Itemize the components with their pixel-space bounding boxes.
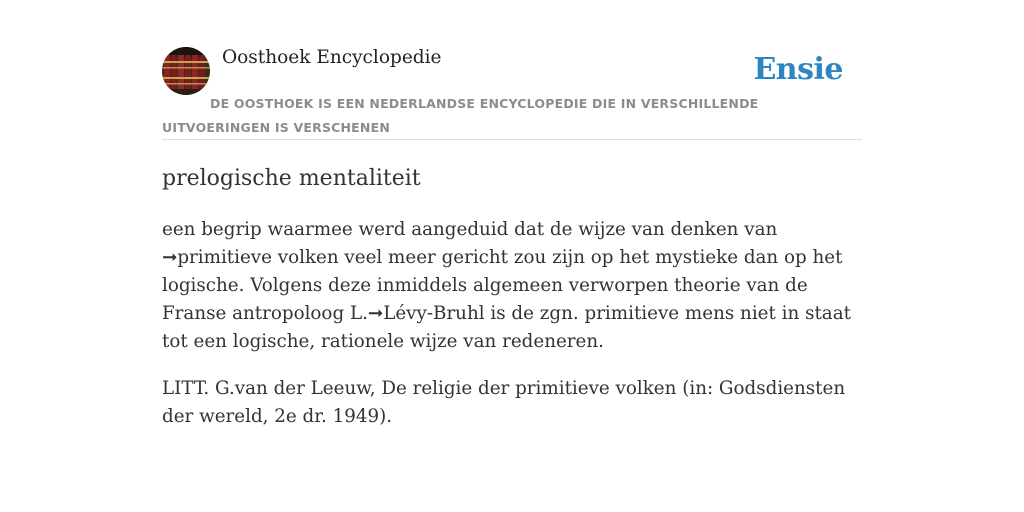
site-tagline: DE OOSTHOEK IS EEN NEDERLANDSE ENCYCLOPEDIE DIE IN VERSCHILLENDE UITVOERINGEN IS VERSCHENEN [162,96,759,135]
encyclopedia-books-icon[interactable] [162,47,210,95]
article-paragraph-definition: een begrip waarmee werd aangeduid dat de wijze van denken van ➞primitieve volken veel meer gericht zou zijn op het mystieke dan op het logische. Volgens deze inmiddels algemeen verworpen theorie van de Franse antropoloog L.➞Lévy-Bruhl is de zgn. primitieve mens niet in staat tot een logische, rationele wijze van redeneren. [162,219,851,352]
site-name[interactable]: Oosthoek Encyclopedie [222,47,442,68]
ensie-logo[interactable]: Ensie [753,52,843,87]
article-paragraph-literature: LITT. G.van der Leeuw, De religie der primitieve volken (in: Godsdiensten der wereld, 2e dr. 1949). [162,378,846,427]
site-header [162,44,862,140]
article-content [162,216,866,450]
page-title: prelogische mentaliteit [162,166,421,191]
